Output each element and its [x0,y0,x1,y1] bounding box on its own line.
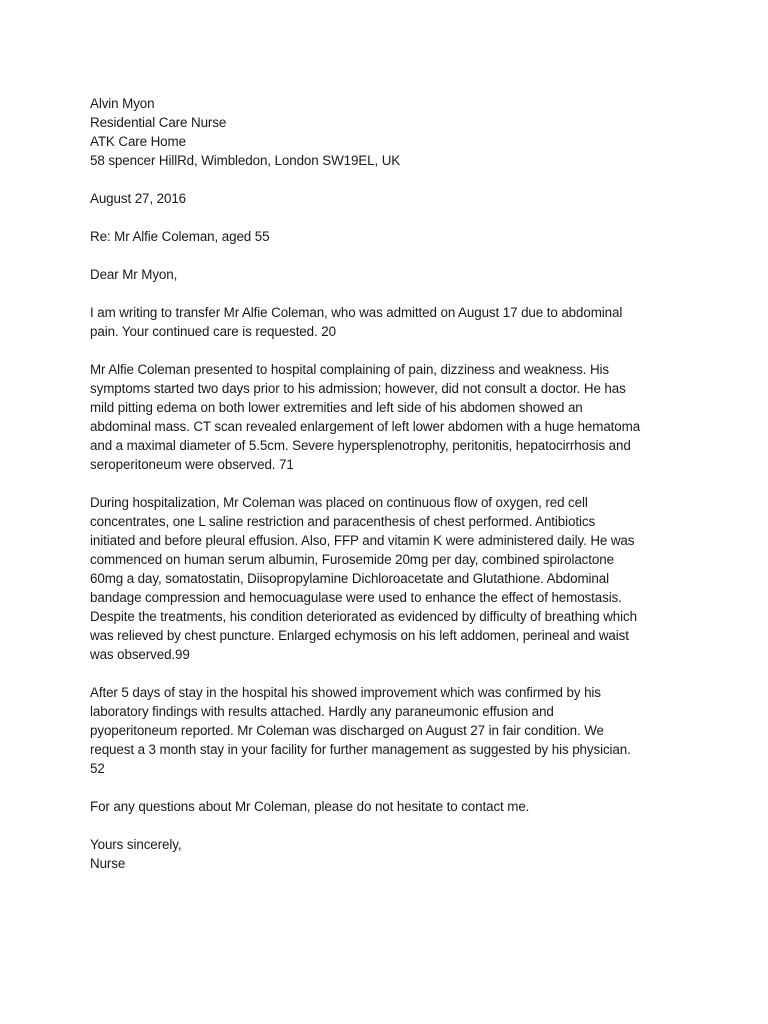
paragraph-line: 52 [90,761,105,776]
sender-address: 58 spencer HillRd, Wimbledon, London SW19EL, UK [90,153,401,168]
letter-subject [90,227,682,246]
paragraph-4 [90,683,682,778]
paragraph-line: abdominal mass. CT scan revealed enlargement of left lower abdomen with a huge hematoma [90,419,641,434]
paragraph-line: Despite the treatments, his condition deteriorated as evidenced by difficulty of breathing which [90,609,637,624]
paragraph-line: pain. Your continued care is requested. 20 [90,324,336,339]
signature: Nurse [90,856,126,871]
paragraph-line: I am writing to transfer Mr Alfie Coleman, who was admitted on August 17 due to abdominal [90,305,623,320]
letter-date [90,189,682,208]
paragraph-line: was observed.99 [90,647,190,662]
paragraph-1 [90,303,682,341]
paragraph-line: Mr Alfie Coleman presented to hospital complaining of pain, dizziness and weakness. His [90,362,610,377]
valediction: Yours sincerely, [90,837,182,852]
paragraph-line: laboratory findings with results attached. Hardly any paraneumonic effusion and [90,704,554,719]
paragraph-3 [90,493,682,664]
paragraph-5 [90,797,682,816]
paragraph-line: For any questions about Mr Coleman, please do not hesitate to contact me. [90,799,530,814]
paragraph-line: request a 3 month stay in your facility for further management as suggested by his physician. [90,742,631,757]
paragraph-line: pyoperitoneum reported. Mr Coleman was discharged on August 27 in fair condition. We [90,723,604,738]
letter-body [90,94,682,873]
sender-title: Residential Care Nurse [90,115,227,130]
subject-text: Re: Mr Alfie Coleman, aged 55 [90,229,270,244]
sender-organization: ATK Care Home [90,134,186,149]
closing-block [90,835,682,873]
sender-name: Alvin Myon [90,96,155,111]
paragraph-line: initiated and before pleural effusion. Also, FFP and vitamin K were administered daily. He was [90,533,635,548]
paragraph-line: commenced on human serum albumin, Furosemide 20mg per day, combined spirolactone [90,552,614,567]
paragraph-line: mild pitting edema on both lower extremities and left side of his abdomen showed an [90,400,583,415]
paragraph-line: symptoms started two days prior to his admission; however, did not consult a doctor. He has [90,381,626,396]
paragraph-line: 60mg a day, somatostatin, Diisopropylamine Dichloroacetate and Glutathione. Abdominal [90,571,609,586]
paragraph-line: concentrates, one L saline restriction and paracenthesis of chest performed. Antibiotics [90,514,596,529]
letter-salutation [90,265,682,284]
paragraph-line: and a maximal diameter of 5.5cm. Severe hypersplenotrophy, peritonitis, hepatocirrhosis and [90,438,631,453]
date-text: August 27, 2016 [90,191,187,206]
salutation-text: Dear Mr Myon, [90,267,178,282]
paragraph-line: bandage compression and hemocuagulase were used to enhance the effect of hemostasis. [90,590,622,605]
paragraph-2 [90,360,682,474]
sender-block [90,94,682,170]
paragraph-line: During hospitalization, Mr Coleman was placed on continuous flow of oxygen, red cell [90,495,588,510]
paragraph-line: seroperitoneum were observed. 71 [90,457,294,472]
paragraph-line: After 5 days of stay in the hospital his showed improvement which was confirmed by his [90,685,601,700]
paragraph-line: was relieved by chest puncture. Enlarged echymosis on his left addomen, perineal and waist [90,628,629,643]
